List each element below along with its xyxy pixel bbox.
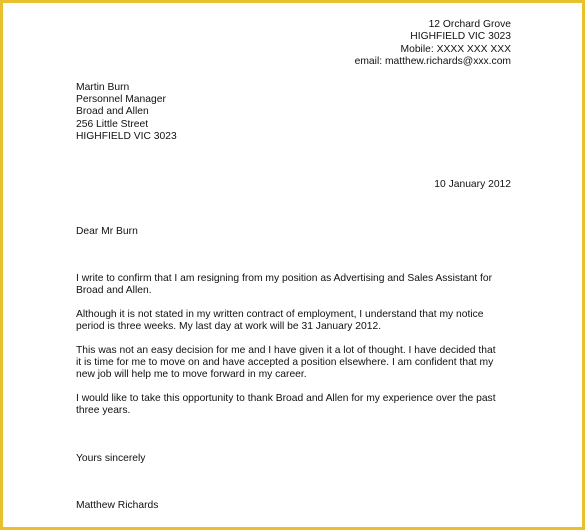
recipient-line: HIGHFIELD VIC 3023 [76, 131, 177, 142]
closing: Yours sincerely [76, 453, 146, 464]
recipient-line: Broad and Allen [76, 106, 149, 117]
body-paragraph: Although it is not stated in my written contract of employment, I understand that my notice period is three weeks. My last day at work will be 31 January 2012. [76, 309, 484, 333]
signature-name: Matthew Richards [76, 500, 159, 511]
sender-line: 12 Orchard Grove [428, 19, 511, 30]
sender-line: HIGHFIELD VIC 3023 [410, 31, 511, 42]
letter-page [3, 3, 582, 527]
letter-date: 10 January 2012 [434, 179, 511, 190]
body-paragraph: I would like to take this opportunity to thank Broad and Allen for my experience over the past three years. [76, 393, 496, 417]
body-paragraph: I write to confirm that I am resigning from my position as Advertising and Sales Assistant for Broad and Allen. [76, 273, 493, 297]
recipient-line: Martin Burn [76, 82, 130, 93]
recipient-line: Personnel Manager [76, 94, 166, 105]
recipient-line: 256 Little Street [76, 119, 149, 130]
salutation: Dear Mr Burn [76, 226, 138, 237]
sender-email: email: matthew.richards@xxx.com [354, 56, 511, 67]
sender-line: Mobile: XXXX XXX XXX [400, 44, 511, 55]
body-paragraph: This was not an easy decision for me and I have given it a lot of thought. I have decided that it is time for me to move on and have accepted a position elsewhere. I am confident that my new job will help me to move forward in my career. [76, 345, 496, 381]
